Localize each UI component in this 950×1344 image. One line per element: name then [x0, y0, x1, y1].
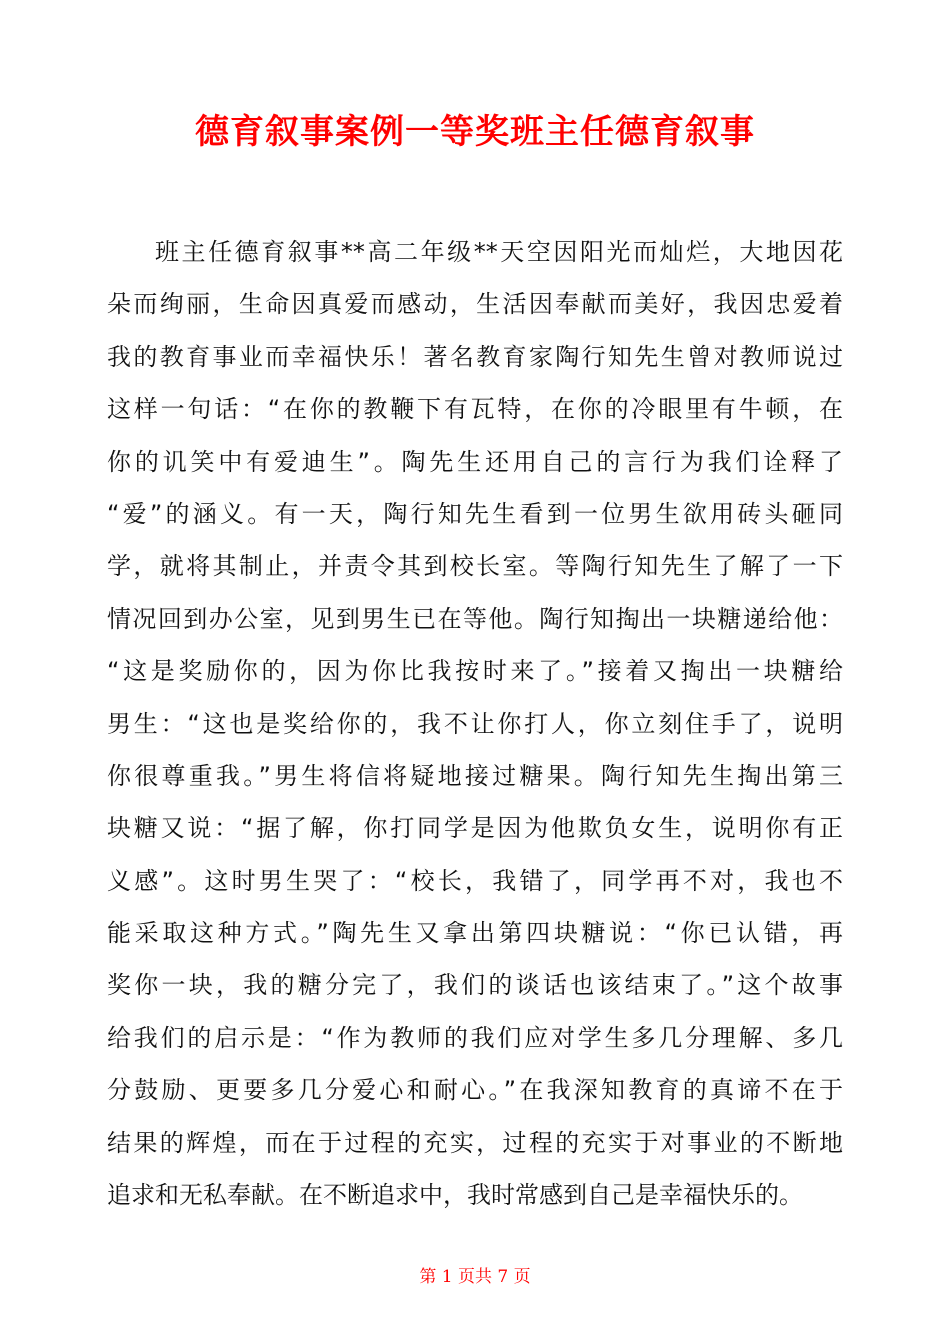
body-line: 学，就将其制止，并责令其到校长室。等陶行知先生了解了一下 [107, 552, 843, 581]
body-line: 情况回到办公室，见到男生已在等他。陶行知掏出一块糖递给他： [107, 604, 843, 633]
body-line: 义感”。这时男生哭了：“校长，我错了，同学再不对，我也不 [107, 866, 843, 895]
body-line: 给我们的启示是：“作为教师的我们应对学生多几分理解、多几 [107, 1023, 843, 1052]
body-line: 能采取这种方式。”陶先生又拿出第四块糖说：“你已认错，再 [107, 919, 843, 948]
body-line: 块糖又说：“据了解，你打同学是因为他欺负女生，说明你有正 [107, 814, 843, 843]
body-line: 分鼓励、更要多几分爱心和耐心。”在我深知教育的真谛不在于 [107, 1076, 843, 1105]
body-line: 结果的辉煌，而在于过程的充实，过程的充实于对事业的不断地 [107, 1128, 843, 1157]
body-line: “这是奖励你的，因为你比我按时来了。”接着又掏出一块糖给 [107, 657, 843, 686]
body-line: 你的讥笑中有爱迪生”。陶先生还用自己的言行为我们诠释了 [107, 447, 843, 476]
body-line: 男生：“这也是奖给你的，我不让你打人，你立刻住手了，说明 [107, 709, 843, 738]
document-title: 德育叙事案例一等奖班主任德育叙事 [195, 112, 755, 152]
body-line: 我的教育事业而幸福快乐！著名教育家陶行知先生曾对教师说过 [107, 342, 843, 371]
document-body [107, 226, 843, 1221]
page-number-footer: 第 1 页共 7 页 [419, 1267, 531, 1287]
body-line: 朵而绚丽，生命因真爱而感动，生活因奉献而美好，我因忠爱着 [107, 290, 843, 319]
body-line: “爱”的涵义。有一天，陶行知先生看到一位男生欲用砖头砸同 [107, 499, 843, 528]
body-line: 这样一句话：“在你的教鞭下有瓦特，在你的冷眼里有牛顿，在 [107, 395, 843, 424]
body-line: 追求和无私奉献。在不断追求中，我时常感到自己是幸福快乐的。 [107, 1181, 803, 1210]
body-line: 奖你一块，我的糖分完了，我们的谈话也该结束了。”这个故事 [107, 971, 843, 1000]
body-line: 你很尊重我。”男生将信将疑地接过糖果。陶行知先生掏出第三 [107, 761, 843, 790]
body-line: 班主任德育叙事**高二年级**天空因阳光而灿烂，大地因花 [155, 238, 843, 266]
